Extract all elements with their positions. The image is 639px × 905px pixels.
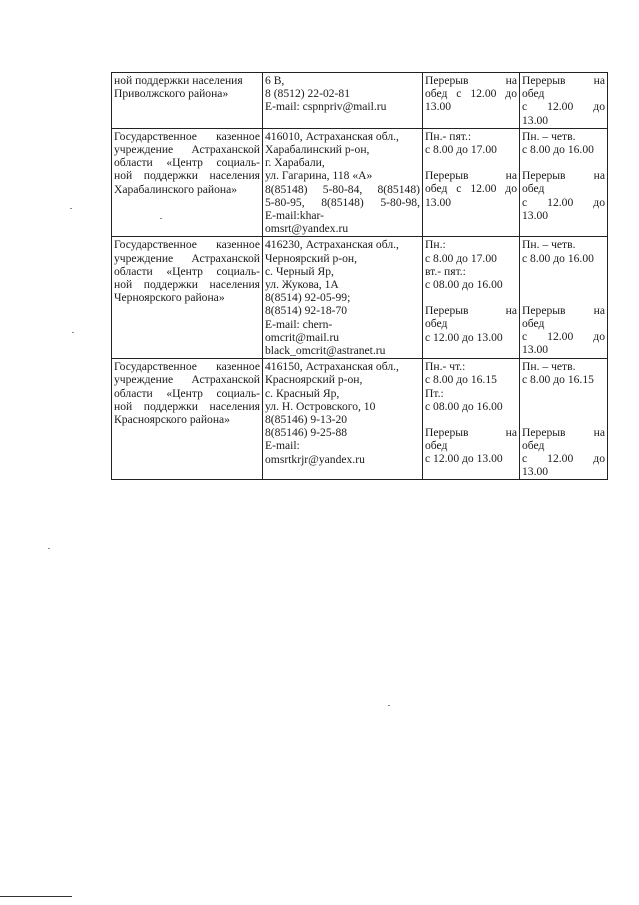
cell-line: omsrt@yandex.ru bbox=[265, 222, 349, 236]
cell-line: Государственное казенное bbox=[114, 238, 260, 252]
cell-line bbox=[522, 400, 605, 413]
cell-line: с 12.00 до bbox=[522, 452, 605, 466]
hours-reception-cell bbox=[520, 73, 608, 129]
cell-line bbox=[522, 156, 605, 169]
cell-line: вт.- пят.: bbox=[425, 264, 466, 278]
cell-line: учреждение Астраханской bbox=[114, 251, 260, 265]
cell-line: E-mail:khar- bbox=[265, 209, 324, 223]
cell-line: 8(85146) 9-13-20 bbox=[265, 413, 348, 427]
org-name-cell bbox=[112, 128, 263, 237]
cell-line: обед bbox=[522, 317, 545, 331]
cell-line: обед bbox=[425, 317, 448, 331]
hours-reception-cell bbox=[520, 237, 608, 359]
cell-line bbox=[425, 413, 517, 426]
hours-weekdays-cell bbox=[423, 128, 520, 237]
cell-line: Государственное казенное bbox=[114, 129, 260, 143]
cell-line: 13.00 bbox=[425, 195, 452, 209]
cell-line: 8 (8512) 22-02-81 bbox=[265, 87, 351, 101]
hours-weekdays-cell bbox=[423, 73, 520, 129]
scan-speck bbox=[388, 705, 390, 706]
cell-line: Пн.- чт.: bbox=[425, 360, 466, 374]
cell-line: 8(85146) 9-25-88 bbox=[265, 426, 348, 440]
cell-line bbox=[425, 291, 517, 304]
footnote-rule bbox=[0, 896, 72, 897]
cell-line: с 12.00 до bbox=[522, 195, 605, 209]
hours-reception-cell bbox=[520, 128, 608, 237]
cell-line: Пн. – четв. bbox=[522, 360, 576, 374]
table-row bbox=[112, 237, 608, 359]
cell-line: с 12.00 до 13.00 bbox=[425, 452, 503, 466]
cell-line: г. Харабали, bbox=[265, 156, 325, 170]
table-row bbox=[112, 128, 608, 237]
cell-line: Перерыв на bbox=[522, 425, 605, 439]
cell-line: Приволжского района» bbox=[114, 87, 229, 101]
cell-line: 6 В, bbox=[265, 74, 285, 87]
cell-line: с 12.00 до 13.00 bbox=[425, 330, 503, 344]
cell-line: ной поддержки населения bbox=[114, 399, 260, 413]
cell-line: с. Красный Яр, bbox=[265, 386, 340, 400]
cell-line: обед bbox=[522, 182, 545, 196]
cell-line: Харабалинского района» bbox=[114, 182, 238, 196]
cell-line: Перерыв на bbox=[522, 303, 605, 317]
cell-line: 13.00 bbox=[522, 465, 549, 479]
cell-line: с 8.00 до 17.00 bbox=[425, 143, 497, 157]
cell-line: с 12.00 до bbox=[522, 330, 605, 344]
cell-line: обед bbox=[522, 87, 545, 101]
cell-line: E-mail: cspnpriv@mail.ru bbox=[265, 100, 387, 114]
scan-speck bbox=[160, 218, 162, 219]
scan-speck bbox=[70, 208, 72, 209]
cell-line bbox=[425, 156, 517, 169]
cell-line: с. Черный Яр, bbox=[265, 264, 334, 278]
cell-line bbox=[522, 387, 605, 400]
address-cell bbox=[263, 237, 423, 359]
cell-line bbox=[522, 291, 605, 304]
cell-line: области «Центр социаль- bbox=[114, 156, 260, 170]
cell-line: Пн.: bbox=[425, 238, 446, 252]
cell-line: с 08.00 до 16.00 bbox=[425, 399, 503, 413]
org-name-cell bbox=[112, 237, 263, 359]
cell-line: Перерыв на bbox=[522, 169, 605, 183]
cell-line: Перерыв на bbox=[522, 74, 605, 87]
cell-line: Перерыв на bbox=[425, 304, 517, 318]
cell-line: обед bbox=[522, 438, 545, 452]
org-name-cell bbox=[112, 73, 263, 129]
cell-line: E-mail: chern- bbox=[265, 317, 333, 331]
cell-line: Перерыв на bbox=[425, 426, 517, 440]
cell-line: с 8.00 до 16.15 bbox=[522, 373, 594, 387]
address-cell bbox=[263, 128, 423, 237]
cell-line: 416150, Астраханская обл., bbox=[265, 360, 399, 374]
cell-line: 13.00 bbox=[522, 208, 549, 222]
cell-line: обед с 12.00 до bbox=[425, 87, 517, 101]
cell-line bbox=[522, 413, 605, 426]
cell-line: Пт.: bbox=[425, 386, 444, 400]
cell-line: обед с 12.00 до bbox=[425, 182, 517, 196]
cell-line bbox=[522, 265, 605, 278]
cell-line: 13.00 bbox=[522, 113, 549, 127]
cell-line: обед bbox=[425, 439, 448, 453]
scan-speck bbox=[48, 548, 50, 549]
contacts-table-body bbox=[112, 73, 608, 480]
cell-line: 13.00 bbox=[425, 100, 452, 114]
cell-line: Красноярского района» bbox=[114, 413, 230, 427]
scan-speck bbox=[72, 332, 74, 333]
cell-line: 8(8514) 92-05-99; bbox=[265, 291, 351, 305]
cell-line bbox=[522, 278, 605, 291]
cell-line: ной поддержки населения bbox=[114, 169, 260, 183]
cell-line: Перерыв на bbox=[425, 169, 517, 183]
cell-line: Государственное казенное bbox=[114, 360, 260, 374]
cell-line: Черноярский р-он, bbox=[265, 251, 358, 265]
cell-line: с 8.00 до 16.00 bbox=[522, 143, 594, 157]
cell-line: 5-80-95, 8(85148) 5-80-98, bbox=[265, 195, 420, 209]
cell-line: Перерыв на bbox=[425, 74, 517, 87]
hours-reception-cell bbox=[520, 359, 608, 480]
cell-line: 416010, Астраханская обл., bbox=[265, 129, 399, 143]
contacts-table bbox=[111, 72, 608, 480]
org-name-cell bbox=[112, 359, 263, 480]
cell-line: omcrit@mail.ru bbox=[265, 330, 340, 344]
cell-line: 13.00 bbox=[522, 343, 549, 357]
cell-line: с 8.00 до 16.00 bbox=[522, 251, 594, 265]
cell-line: Пн. – четв. bbox=[522, 238, 576, 252]
cell-line: с 8.00 до 17.00 bbox=[425, 251, 497, 265]
cell-line: Пн.- пят.: bbox=[425, 129, 472, 143]
cell-line: ул. Жукова, 1А bbox=[265, 278, 339, 292]
cell-line: omsrtkrjr@yandex.ru bbox=[265, 452, 365, 466]
cell-line: ул. Гагарина, 118 «А» bbox=[265, 169, 373, 183]
cell-line: E-mail: bbox=[265, 439, 300, 453]
cell-line: Пн. – четв. bbox=[522, 129, 576, 143]
hours-weekdays-cell bbox=[423, 359, 520, 480]
cell-line: с 12.00 до bbox=[522, 100, 605, 114]
cell-line: Красноярский р-он, bbox=[265, 373, 363, 387]
cell-line: 8(8514) 92-18-70 bbox=[265, 304, 348, 318]
cell-line: учреждение Астраханской bbox=[114, 373, 260, 387]
hours-weekdays-cell bbox=[423, 237, 520, 359]
address-cell bbox=[263, 359, 423, 480]
table-row bbox=[112, 359, 608, 480]
cell-line: ной поддержки населения bbox=[114, 74, 243, 87]
cell-line: 416230, Астраханская обл., bbox=[265, 238, 399, 252]
cell-line: учреждение Астраханской bbox=[114, 143, 260, 157]
cell-line: Харабалинский р-он, bbox=[265, 143, 370, 157]
cell-line: с 8.00 до 16.15 bbox=[425, 373, 497, 387]
cell-line: с 08.00 до 16.00 bbox=[425, 278, 503, 292]
table-row bbox=[112, 73, 608, 129]
address-cell bbox=[263, 73, 423, 129]
cell-line: ул. Н. Островского, 10 bbox=[265, 399, 376, 413]
cell-line: 8(85148) 5-80-84, 8(85148) bbox=[265, 182, 420, 196]
cell-line: black_omcrit@astranet.ru bbox=[265, 344, 386, 358]
cell-line: Черноярского района» bbox=[114, 291, 225, 305]
cell-line: области «Центр социаль- bbox=[114, 386, 260, 400]
cell-line: области «Центр социаль- bbox=[114, 264, 260, 278]
cell-line: ной поддержки населения bbox=[114, 278, 260, 292]
